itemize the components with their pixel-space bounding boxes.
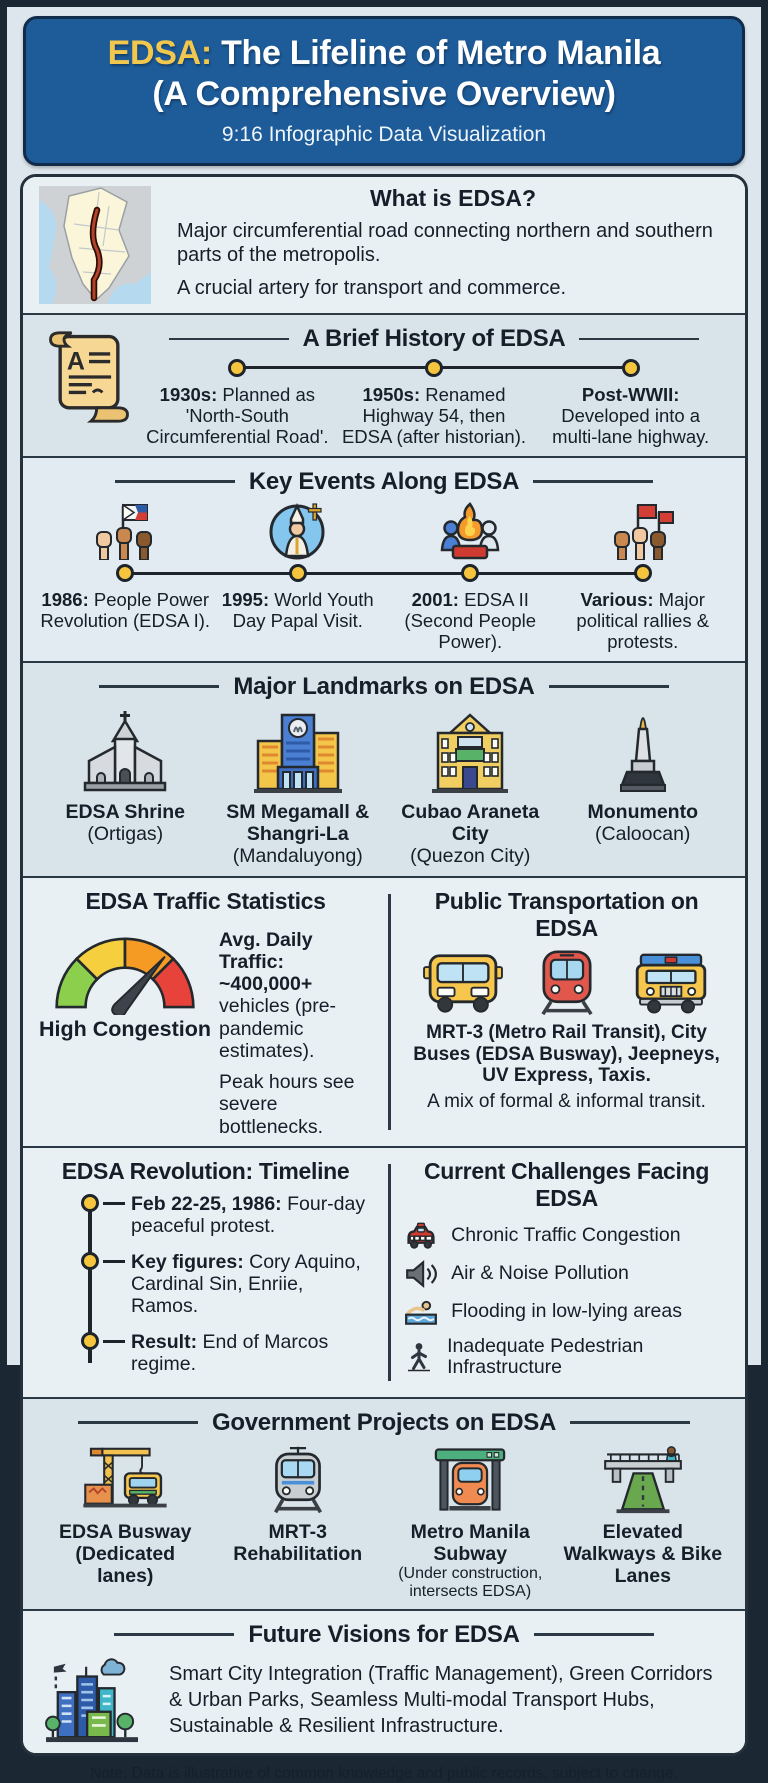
title-rest: The Lifeline of Metro Manila bbox=[221, 34, 661, 72]
landmark-item: Cubao Araneta City (Quezon City) bbox=[384, 707, 557, 868]
revolution-timeline bbox=[73, 1193, 372, 1376]
timeline-connector bbox=[103, 1202, 125, 1206]
elevated-walkway-icon bbox=[597, 1445, 689, 1515]
challenges-column bbox=[388, 1156, 729, 1389]
pope-icon bbox=[268, 502, 328, 560]
projects-title: Government Projects on EDSA bbox=[39, 1409, 729, 1437]
mall-icon bbox=[250, 709, 346, 795]
transport-title: Public Transportation on EDSA bbox=[434, 887, 699, 941]
timeline-dot bbox=[289, 564, 307, 582]
landmarks-title: Major Landmarks on EDSA bbox=[39, 673, 729, 701]
taxi-icon bbox=[404, 1222, 438, 1250]
protest-flags-icon bbox=[611, 502, 675, 560]
gauge-label: High Congestion bbox=[39, 1016, 211, 1041]
column-divider bbox=[388, 894, 391, 1130]
timeline-dot bbox=[228, 359, 246, 377]
timeline-dot bbox=[81, 1194, 99, 1212]
title-highlight: EDSA: bbox=[107, 34, 212, 72]
history-item: Post-WWII: Developed into a multi-lane highway. bbox=[532, 359, 729, 448]
congestion-gauge-icon bbox=[45, 923, 205, 1015]
project-item: EDSA Busway (Dedicated lanes) bbox=[39, 1443, 212, 1588]
landmark-item: SM Megamall & Shangri-La (Mandaluyong) bbox=[212, 707, 385, 868]
challenge-item: Flooding in low-lying areas bbox=[404, 1298, 729, 1326]
transport-note: A mix of formal & informal transit. bbox=[427, 1091, 706, 1113]
section-landmarks bbox=[23, 661, 745, 876]
project-item: MRT-3 Rehabilitation bbox=[212, 1443, 385, 1566]
infographic-page bbox=[7, 7, 761, 1782]
section-key-events bbox=[23, 456, 745, 661]
revolution-column bbox=[39, 1156, 388, 1389]
smart-city-icon bbox=[39, 1655, 147, 1745]
challenge-item: Air & Noise Pollution bbox=[404, 1260, 729, 1288]
mrt-train-icon bbox=[264, 1445, 332, 1515]
timeline-dot bbox=[622, 359, 640, 377]
transport-column bbox=[388, 886, 729, 1138]
flood-swimmer-icon bbox=[404, 1298, 438, 1326]
timeline-dot bbox=[81, 1332, 99, 1350]
revolution-item: Feb 22-25, 1986: Four-day peaceful protest. bbox=[73, 1193, 372, 1238]
column-divider bbox=[388, 1164, 391, 1381]
section-revolution-challenges bbox=[23, 1146, 745, 1397]
jeepney-icon bbox=[631, 952, 711, 1014]
traffic-title: EDSA Traffic Statistics bbox=[85, 887, 326, 914]
araneta-building-icon bbox=[422, 709, 518, 795]
metro-manila-map-icon bbox=[39, 186, 151, 304]
page-title bbox=[34, 33, 734, 74]
revolution-item: Result: End of Marcos regime. bbox=[73, 1331, 372, 1376]
future-text: Smart City Integration (Traffic Management), Green Corridors & Urban Parks, Seamless Multi-modal Transport Hubs, Sustainable & Resilient Infrastructure. bbox=[169, 1662, 713, 1737]
section-what-is-edsa bbox=[23, 177, 745, 313]
what-is-edsa-title: What is EDSA? bbox=[369, 184, 537, 211]
section-history bbox=[23, 313, 745, 456]
timeline-line bbox=[125, 572, 643, 576]
transport-modes-text: MRT-3 (Metro Rail Transit), City Buses (EDSA Busway), Jeepneys, UV Express, Taxis. bbox=[413, 1021, 720, 1087]
bus-icon bbox=[423, 952, 503, 1014]
history-timeline bbox=[139, 359, 729, 448]
challenges-title: Current Challenges Facing EDSA bbox=[423, 1157, 710, 1211]
page-subtitle: 9:16 Infographic Data Visualization bbox=[221, 122, 547, 146]
timeline-dot bbox=[425, 359, 443, 377]
scroll-icon bbox=[39, 323, 139, 427]
landmark-item: Monumento (Caloocan) bbox=[557, 707, 730, 846]
event-item: 2001: EDSA II (Second People Power). bbox=[384, 502, 557, 653]
church-icon bbox=[75, 709, 175, 795]
events-timeline bbox=[39, 502, 729, 653]
traffic-stats-text: Avg. Daily Traffic: ~400,000+ vehicles (pre-pandemic estimates). Peak hours see severe bottlenecks. bbox=[219, 928, 355, 1138]
project-item: Elevated Walkways & Bike Lanes bbox=[557, 1443, 730, 1588]
history-title: A Brief History of EDSA bbox=[139, 325, 729, 353]
history-item: 1930s: Planned as 'North-South Circumferential Road'. bbox=[139, 359, 336, 448]
page-title-line2: (A Comprehensive Overview) bbox=[152, 75, 616, 114]
footer-note: Note: Data is illustrative of common knowledge and public records, subject to change. bbox=[90, 1764, 678, 1782]
timeline-dot bbox=[81, 1252, 99, 1270]
speaker-icon bbox=[404, 1260, 438, 1288]
what-is-edsa-p2: A crucial artery for transport and commerce. bbox=[177, 277, 567, 300]
landmark-item: EDSA Shrine (Ortigas) bbox=[39, 707, 212, 846]
timeline-connector bbox=[103, 1340, 125, 1344]
history-item: 1950s: Renamed Highway 54, then EDSA (after historian). bbox=[336, 359, 533, 448]
fists-flag-icon bbox=[93, 502, 157, 560]
flame-people-icon bbox=[438, 502, 502, 560]
svg-text:A: A bbox=[66, 347, 85, 376]
key-events-title: Key Events Along EDSA bbox=[39, 468, 729, 496]
event-item: Various: Major political rallies & protests. bbox=[557, 502, 730, 653]
project-item: Metro Manila Subway (Under construction, intersects EDSA) bbox=[384, 1443, 557, 1601]
what-is-edsa-p1: Major circumferential road connecting northern and southern parts of the metropolis. bbox=[177, 219, 713, 266]
pedestrian-icon bbox=[404, 1342, 434, 1372]
future-title: Future Visions for EDSA bbox=[39, 1621, 729, 1649]
timeline-dot bbox=[461, 564, 479, 582]
traffic-stats-column bbox=[39, 886, 388, 1138]
challenge-item: Chronic Traffic Congestion bbox=[404, 1222, 729, 1250]
timeline-dot bbox=[634, 564, 652, 582]
event-item: 1995: World Youth Day Papal Visit. bbox=[212, 502, 385, 653]
crane-bus-icon bbox=[79, 1445, 171, 1515]
timeline-connector bbox=[103, 1260, 125, 1264]
challenge-item: Inadequate Pedestrian Infrastructure bbox=[404, 1336, 729, 1379]
content-card bbox=[20, 174, 748, 1756]
timeline-dot bbox=[116, 564, 134, 582]
section-future bbox=[23, 1609, 745, 1753]
revolution-title: EDSA Revolution: Timeline bbox=[61, 1157, 350, 1184]
header-banner bbox=[23, 16, 745, 166]
monument-icon bbox=[613, 709, 673, 795]
event-item: 1986: People Power Revolution (EDSA I). bbox=[39, 502, 212, 653]
section-traffic-transport bbox=[23, 876, 745, 1146]
train-icon bbox=[533, 950, 601, 1016]
subway-portal-icon bbox=[427, 1445, 513, 1515]
section-projects bbox=[23, 1397, 745, 1609]
revolution-item: Key figures: Cory Aquino, Cardinal Sin, Enriie, Ramos. bbox=[73, 1251, 372, 1318]
